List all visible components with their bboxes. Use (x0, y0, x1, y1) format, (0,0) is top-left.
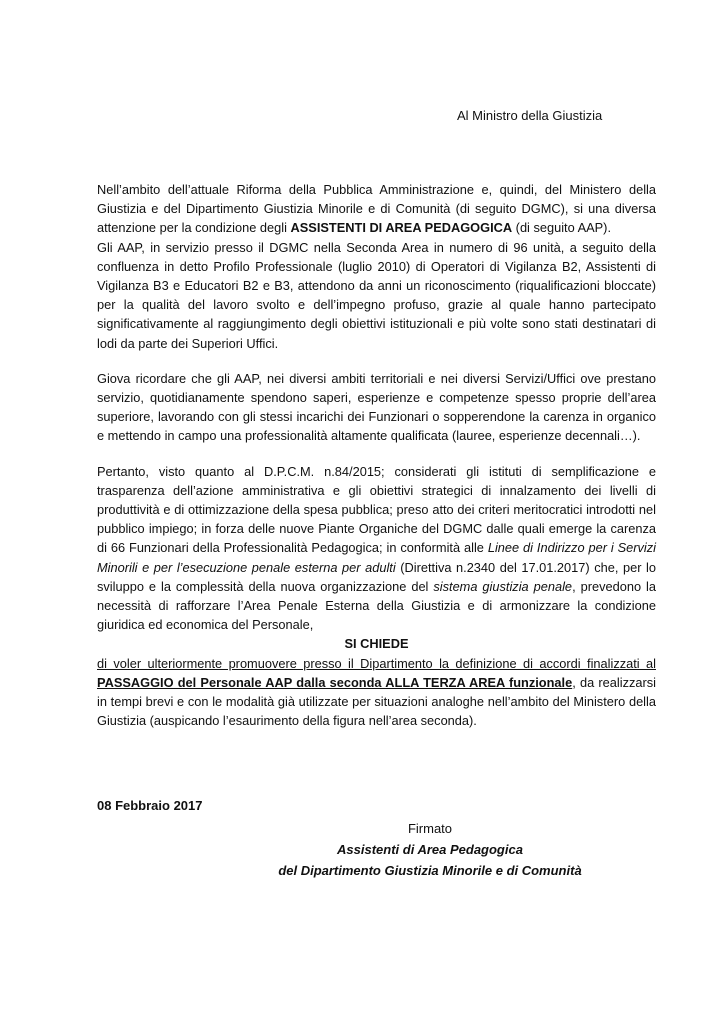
letter-body (97, 180, 656, 730)
premises-system: sistema giustizia penale (433, 578, 573, 594)
request-emphasis: PASSAGGIO del Personale AAP dalla seconda ALLA TERZA AREA funzionale (97, 674, 573, 690)
premises-text-3: , prevedono la necessità di rafforzare l’Area Penale Esterna della Giustizia e di armonizzare la condizione giuridica ed economica del Personale, (97, 578, 656, 633)
paragraph-aap-service: Gli AAP, in servizio presso il DGMC nella Seconda Area in numero di 96 unità, a seguito della confluenza in detto Profilo Professionale (luglio 2010) di Operatori di Vigilanza B2, Assistenti di Vigilanza B3 e Educatori B2 e B3, attendono da anni un riconoscimento (riqualificazioni bloccate) per la qualità del lavoro svolto e dell’impegno profuso, grazie al quale hanno partecipato significativamente al raggiungimento degli obiettivi istituzionali e più volte sono stati destinatari di lodi da parte dei Superiori Uffici. (97, 239, 656, 351)
intro-emphasis: ASSISTENTI DI AREA PEDAGOGICA (290, 220, 513, 236)
paragraph-request (97, 654, 656, 731)
intro-text-1: Nell’ambito dell’attuale Riforma della Pubblica Amministrazione e, quindi, del Ministero della Giustizia e del Dipartimento Giustizia Minorile e di Comunità (di seguito DGMC), si una diversa attenzione per la condizione degli (97, 182, 656, 236)
signed-label: Firmato (407, 821, 453, 836)
request-text-1: di voler ulteriormente promuovere presso il Dipartimento la definizione di accordi finalizzati al (97, 655, 656, 671)
signature-line-1: Assistenti di Area Pedagogica (337, 842, 523, 857)
letter-date: 08 Febbraio 2017 (97, 798, 203, 813)
premises-text-2: (Direttiva n.2340 del 17.01.2017) che, per lo sviluppo e la complessità della nuova organizzazione del (97, 559, 656, 594)
paragraph-premises (97, 462, 656, 635)
signature-line-2: del Dipartimento Giustizia Minorile e di Comunità (278, 863, 582, 878)
request-text-2: , da realizzarsi in tempi brevi e con le modalità già utilizzate per situazioni analoghe nell’ambito del Ministero della Giustizia (auspicando l’esaurimento della figura nell’area seconda). (97, 674, 656, 729)
intro-text-2: (di seguito AAP). (512, 220, 611, 236)
request-heading: SI CHIEDE (344, 636, 409, 652)
premises-text-1: Pertanto, visto quanto al D.P.C.M. n.84/2015; considerati gli istituti di semplificazione e trasparenza dell’azione amministrativa e gli obiettivi strategici di innalzamento dei livelli di produttività e di ottimizzazione della spesa pubblica; preso atto dei criteri meritocratici introdotti nel pubblico impiego; in forza delle nuove Piante Organiche del DGMC dalle quali emerge la carenza di 66 Funzionari della Professionalità Pedagogica; in conformità alle (97, 463, 656, 556)
paragraph-aap-skills: Giova ricordare che gli AAP, nei diversi ambiti territoriali e nei diversi Servizi/Uffici ove prestano servizio, quotidianamente spendono saperi, esperienze e competenze spesso proprie dell’area superiore, lavorando con gli stessi incarichi dei Funzionari o sopperendone la carenza in organico e mettendo in campo una professionalità altamente qualificata (lauree, esperienze decennali…). (97, 370, 656, 444)
addressee: Al Ministro della Giustizia (457, 108, 603, 123)
signature-block (255, 818, 605, 881)
paragraph-intro (97, 180, 656, 238)
premises-guidelines: Linee di Indirizzo per i Servizi Minorili e per l’esecuzione penale esterna per adulti (97, 540, 657, 575)
